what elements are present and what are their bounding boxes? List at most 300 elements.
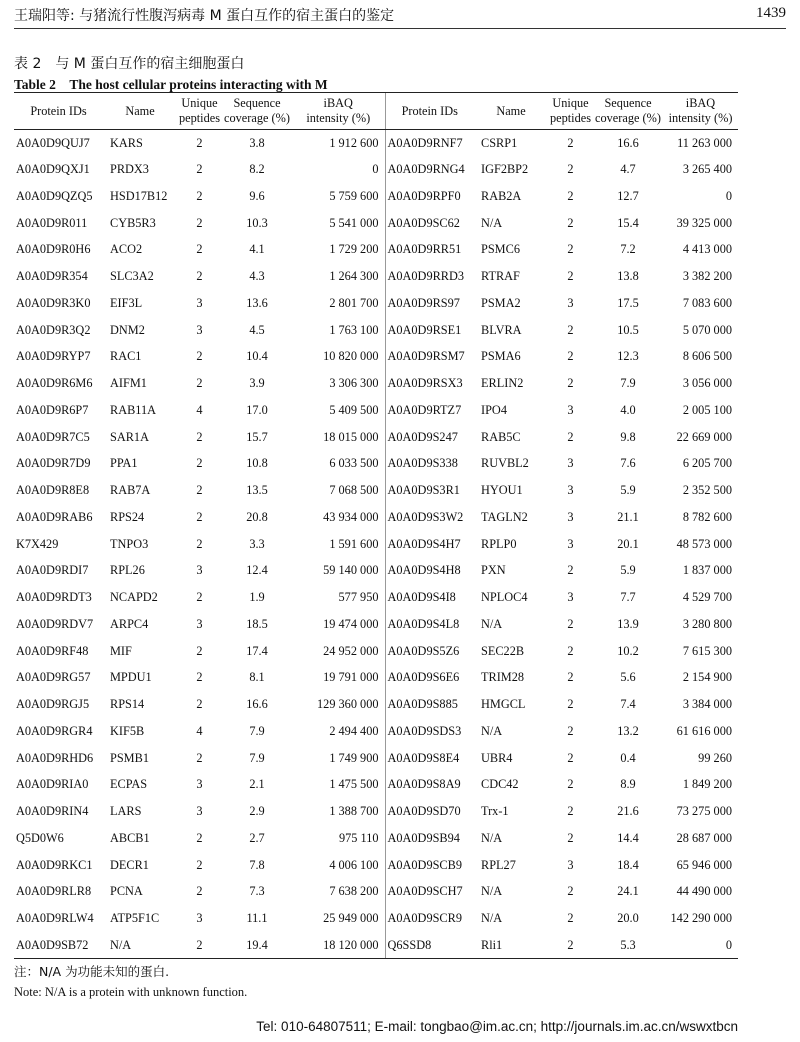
protein-id-cell: A0A0D9RLW4 xyxy=(16,911,94,926)
ibaq-intensity-cell: 7 638 200 xyxy=(329,884,379,899)
ibaq-intensity-cell: 6 205 700 xyxy=(682,456,732,471)
protein-name-cell: DNM2 xyxy=(110,322,145,337)
protein-name-cell: PSMA2 xyxy=(481,295,521,310)
unique-peptides-cell: 2 xyxy=(567,804,574,819)
ibaq-intensity-cell: 1 264 300 xyxy=(329,269,379,284)
protein-table xyxy=(14,92,738,959)
ibaq-intensity-cell: 129 360 000 xyxy=(317,697,379,712)
protein-name-cell: RUVBL2 xyxy=(481,456,529,471)
unique-peptides-cell: 2 xyxy=(567,777,574,792)
protein-name-cell: RTRAF xyxy=(481,269,520,284)
unique-peptides-cell: 2 xyxy=(177,932,222,959)
protein-name-cell: MPDU1 xyxy=(110,670,152,685)
unique-peptides-cell: 2 xyxy=(567,697,574,712)
protein-name-cell: LARS xyxy=(110,804,142,819)
sequence-coverage-cell: 7.8 xyxy=(249,857,265,872)
unique-peptides-cell: 3 xyxy=(567,590,574,605)
protein-name-cell: TAGLN2 xyxy=(481,509,528,524)
sequence-coverage-cell: 7.3 xyxy=(249,884,265,899)
table-row xyxy=(14,745,738,772)
sequence-coverage-cell: 4.5 xyxy=(249,322,265,337)
protein-id-cell: A0A0D9RDV7 xyxy=(16,616,94,631)
protein-id-cell: A0A0D9RR51 xyxy=(385,237,474,264)
ibaq-intensity-cell: 5 541 000 xyxy=(329,215,379,230)
protein-id-cell: A0A0D9RKC1 xyxy=(16,857,93,872)
table-row xyxy=(14,370,738,397)
protein-id-cell: A0A0D9QUJ7 xyxy=(16,135,90,150)
ibaq-intensity-cell: 43 934 000 xyxy=(323,509,379,524)
table-row xyxy=(14,130,738,157)
protein-id-cell: A0A0D9SB72 xyxy=(14,932,103,959)
table-row xyxy=(14,611,738,638)
table-row xyxy=(14,451,738,478)
table-row xyxy=(14,558,738,585)
unique-peptides-cell: 2 xyxy=(196,483,203,498)
table-row xyxy=(14,691,738,718)
sequence-coverage-cell: 17.0 xyxy=(246,402,268,417)
protein-name-cell: PPA1 xyxy=(110,456,138,471)
ibaq-intensity-cell: 2 154 900 xyxy=(682,670,732,685)
table-caption-zh: 表 2 与 M 蛋白互作的宿主细胞蛋白 xyxy=(14,56,245,72)
ibaq-intensity-cell: 44 490 000 xyxy=(676,884,732,899)
unique-peptides-cell: 2 xyxy=(196,697,203,712)
ibaq-intensity-cell: 0 xyxy=(725,188,732,203)
protein-id-cell: A0A0D9SD70 xyxy=(385,798,474,825)
unique-peptides-cell: 2 xyxy=(196,456,203,471)
table-row xyxy=(14,156,738,183)
ibaq-intensity-cell: 24 952 000 xyxy=(323,643,379,658)
protein-id-cell: A0A0D9S885 xyxy=(385,691,474,718)
unique-peptides-cell: 3 xyxy=(196,804,203,819)
unique-peptides-cell: 2 xyxy=(567,162,574,177)
ibaq-intensity-cell: 3 280 800 xyxy=(682,616,732,631)
ibaq-intensity-cell: 1 388 700 xyxy=(329,804,379,819)
sequence-coverage-cell: 5.9 xyxy=(620,483,636,498)
unique-peptides-cell: 2 xyxy=(196,536,203,551)
sequence-coverage-cell: 10.4 xyxy=(246,349,268,364)
protein-id-cell: A0A0D9SB94 xyxy=(385,825,474,852)
sequence-coverage-cell: 10.5 xyxy=(617,322,639,337)
protein-name-cell: CDC42 xyxy=(481,777,519,792)
contact-footer: Tel: 010-64807511; E-mail: tongbao@im.ac.cn; http://journals.im.ac.cn/wswxtbcn xyxy=(256,1019,738,1034)
protein-id-cell: A0A0D9R8E8 xyxy=(16,483,90,498)
protein-id-cell: A0A0D9R7C5 xyxy=(16,429,90,444)
sequence-coverage-cell: 13.2 xyxy=(617,723,639,738)
ibaq-intensity-cell: 22 669 000 xyxy=(676,429,732,444)
sequence-coverage-cell: 13.5 xyxy=(246,483,268,498)
ibaq-intensity-cell: 2 801 700 xyxy=(329,295,379,310)
unique-peptides-cell: 2 xyxy=(567,322,574,337)
ibaq-intensity-cell: 65 946 000 xyxy=(676,857,732,872)
protein-id-cell: A0A0D9RIA0 xyxy=(16,777,89,792)
ibaq-intensity-cell: 25 949 000 xyxy=(323,911,379,926)
protein-name-cell: NPLOC4 xyxy=(481,590,528,605)
sequence-coverage-cell: 7.2 xyxy=(620,242,636,257)
protein-id-cell: A0A0D9S4I8 xyxy=(385,584,474,611)
sequence-coverage-cell: 7.7 xyxy=(620,590,636,605)
sequence-coverage-cell: 7.9 xyxy=(249,723,265,738)
protein-name-cell: N/A xyxy=(481,830,503,845)
col-ibaq-intensity: iBAQ intensity (%) xyxy=(292,93,385,130)
protein-name-cell: RAB7A xyxy=(110,483,151,498)
table-row xyxy=(14,183,738,210)
table-row xyxy=(14,210,738,237)
unique-peptides-cell: 2 xyxy=(196,188,203,203)
ibaq-intensity-cell: 18 015 000 xyxy=(323,429,379,444)
unique-peptides-cell: 3 xyxy=(196,777,203,792)
table-row xyxy=(14,772,738,799)
col-unique-peptides: Unique peptides xyxy=(548,93,593,130)
ibaq-intensity-cell: 142 290 000 xyxy=(670,911,732,926)
unique-peptides-cell: 2 xyxy=(196,857,203,872)
col-sequence-coverage: Sequence coverage (%) xyxy=(222,93,292,130)
protein-name-cell: AIFM1 xyxy=(110,376,147,391)
unique-peptides-cell: 2 xyxy=(196,376,203,391)
table-row xyxy=(14,477,738,504)
protein-name-cell: BLVRA xyxy=(481,322,522,337)
ibaq-intensity-cell: 1 475 500 xyxy=(329,777,379,792)
protein-name-cell: RPL27 xyxy=(481,857,516,872)
protein-name-cell: N/A xyxy=(481,723,503,738)
sequence-coverage-cell: 24.1 xyxy=(617,884,639,899)
col-protein-id: Protein IDs xyxy=(14,93,103,130)
sequence-coverage-cell: 3.8 xyxy=(249,135,265,150)
protein-name-cell: Rli1 xyxy=(474,932,548,959)
table-row xyxy=(14,665,738,692)
ibaq-intensity-cell: 19 474 000 xyxy=(323,616,379,631)
protein-id-cell: A0A0D9RS97 xyxy=(385,290,474,317)
unique-peptides-cell: 2 xyxy=(196,215,203,230)
sequence-coverage-cell: 5.9 xyxy=(620,563,636,578)
protein-id-cell: A0A0D9R7D9 xyxy=(16,456,91,471)
table-row xyxy=(14,905,738,932)
ibaq-intensity-cell: 4 006 100 xyxy=(329,857,379,872)
unique-peptides-cell: 2 xyxy=(567,376,574,391)
sequence-coverage-cell: 7.9 xyxy=(249,750,265,765)
unique-peptides-cell: 2 xyxy=(548,932,593,959)
protein-id-cell: A0A0D9SCB9 xyxy=(385,852,474,879)
protein-name-cell: HYOU1 xyxy=(481,483,523,498)
sequence-coverage-cell: 4.3 xyxy=(249,269,265,284)
sequence-coverage-cell: 21.6 xyxy=(617,804,639,819)
table-row xyxy=(14,718,738,745)
sequence-coverage-cell: 4.0 xyxy=(620,402,636,417)
ibaq-intensity-cell: 1 763 100 xyxy=(329,322,379,337)
protein-name-cell: N/A xyxy=(481,884,503,899)
protein-name-cell: PSMA6 xyxy=(481,349,521,364)
unique-peptides-cell: 2 xyxy=(567,269,574,284)
sequence-coverage-cell: 20.0 xyxy=(617,911,639,926)
table-row xyxy=(14,879,738,906)
protein-name-cell: ATP5F1C xyxy=(110,911,160,926)
unique-peptides-cell: 2 xyxy=(567,429,574,444)
sequence-coverage-cell: 18.5 xyxy=(246,616,268,631)
protein-name-cell: ARPC4 xyxy=(110,616,149,631)
unique-peptides-cell: 2 xyxy=(567,215,574,230)
protein-name-cell: N/A xyxy=(481,911,503,926)
table-row xyxy=(14,531,738,558)
protein-name-cell: MIF xyxy=(110,643,132,658)
unique-peptides-cell: 2 xyxy=(567,884,574,899)
ibaq-intensity-cell: 18 120 000 xyxy=(292,932,385,959)
unique-peptides-cell: 2 xyxy=(567,242,574,257)
ibaq-intensity-cell: 5 409 500 xyxy=(329,402,379,417)
protein-id-cell: A0A0D9RDT3 xyxy=(16,590,92,605)
ibaq-intensity-cell: 3 056 000 xyxy=(682,376,732,391)
protein-name-cell: PSMC6 xyxy=(481,242,520,257)
protein-id-cell: A0A0D9RNG4 xyxy=(385,156,474,183)
unique-peptides-cell: 3 xyxy=(567,402,574,417)
sequence-coverage-cell: 20.8 xyxy=(246,509,268,524)
unique-peptides-cell: 2 xyxy=(567,643,574,658)
protein-id-cell: A0A0D9R0H6 xyxy=(16,242,91,257)
sequence-coverage-cell: 8.1 xyxy=(249,670,265,685)
sequence-coverage-cell: 3.3 xyxy=(249,536,265,551)
sequence-coverage-cell: 7.9 xyxy=(620,376,636,391)
sequence-coverage-cell: 13.6 xyxy=(246,295,268,310)
ibaq-intensity-cell: 19 791 000 xyxy=(323,670,379,685)
protein-name-cell: CSRP1 xyxy=(481,135,518,150)
ibaq-intensity-cell: 1 849 200 xyxy=(682,777,732,792)
table-row xyxy=(14,237,738,264)
running-header xyxy=(14,4,786,29)
sequence-coverage-cell: 7.4 xyxy=(620,697,636,712)
protein-id-cell: A0A0D9S4H7 xyxy=(385,531,474,558)
ibaq-intensity-cell: 48 573 000 xyxy=(676,536,732,551)
table-note-en: Note: N/A is a protein with unknown function. xyxy=(14,985,248,999)
sequence-coverage-cell: 12.3 xyxy=(617,349,639,364)
protein-id-cell: A0A0D9RYP7 xyxy=(16,349,91,364)
protein-name-cell: HSD17B12 xyxy=(110,188,168,203)
ibaq-intensity-cell: 99 260 xyxy=(698,750,732,765)
unique-peptides-cell: 2 xyxy=(567,670,574,685)
ibaq-intensity-cell: 0 xyxy=(372,162,379,177)
protein-id-cell: A0A0D9R354 xyxy=(16,269,88,284)
unique-peptides-cell: 2 xyxy=(196,509,203,524)
unique-peptides-cell: 2 xyxy=(196,135,203,150)
col-sequence-coverage: Sequence coverage (%) xyxy=(593,93,663,130)
table-body xyxy=(14,130,738,959)
sequence-coverage-cell: 12.4 xyxy=(246,563,268,578)
unique-peptides-cell: 2 xyxy=(567,911,574,926)
sequence-coverage-cell: 9.6 xyxy=(249,188,265,203)
protein-name-cell: ABCB1 xyxy=(110,830,150,845)
unique-peptides-cell: 2 xyxy=(196,884,203,899)
sequence-coverage-cell: 3.9 xyxy=(249,376,265,391)
sequence-coverage-cell: 14.4 xyxy=(617,830,639,845)
ibaq-intensity-cell: 61 616 000 xyxy=(676,723,732,738)
sequence-coverage-cell: 10.3 xyxy=(246,215,268,230)
protein-id-cell: A0A0D9RGR4 xyxy=(16,723,93,738)
sequence-coverage-cell: 17.4 xyxy=(246,643,268,658)
unique-peptides-cell: 2 xyxy=(567,750,574,765)
table-row xyxy=(14,638,738,665)
ibaq-intensity-cell: 975 110 xyxy=(338,830,379,845)
protein-id-cell: Q5D0W6 xyxy=(16,830,64,845)
protein-name-cell: RAB5C xyxy=(481,429,521,444)
protein-id-cell: A0A0D9QXJ1 xyxy=(16,162,90,177)
protein-name-cell: SEC22B xyxy=(481,643,525,658)
protein-id-cell: A0A0D9RSE1 xyxy=(385,317,474,344)
sequence-coverage-cell: 15.4 xyxy=(617,215,639,230)
protein-table-wrapper xyxy=(14,92,738,959)
unique-peptides-cell: 2 xyxy=(567,349,574,364)
protein-id-cell: A0A0D9QZQ5 xyxy=(16,188,93,203)
protein-id-cell: A0A0D9SCR9 xyxy=(385,905,474,932)
protein-name-cell: TRIM28 xyxy=(481,670,525,685)
protein-id-cell: A0A0D9S8E4 xyxy=(385,745,474,772)
table-row xyxy=(14,825,738,852)
ibaq-intensity-cell: 4 413 000 xyxy=(682,242,732,257)
table-row xyxy=(14,317,738,344)
protein-name-cell: NCAPD2 xyxy=(110,590,158,605)
protein-name-cell: N/A xyxy=(481,616,503,631)
unique-peptides-cell: 3 xyxy=(567,509,574,524)
protein-name-cell: N/A xyxy=(103,932,177,959)
protein-id-cell: A0A0D9RF48 xyxy=(16,643,89,658)
ibaq-intensity-cell: 6 033 500 xyxy=(329,456,379,471)
sequence-coverage-cell: 18.4 xyxy=(617,857,639,872)
unique-peptides-cell: 3 xyxy=(196,563,203,578)
protein-id-cell: A0A0D9RSM7 xyxy=(385,344,474,371)
ibaq-intensity-cell: 1 749 900 xyxy=(329,750,379,765)
ibaq-intensity-cell: 4 529 700 xyxy=(682,590,732,605)
table-row xyxy=(14,290,738,317)
protein-id-cell: A0A0D9RTZ7 xyxy=(385,397,474,424)
table-note-zh: 注：N/A 为功能未知的蛋白. xyxy=(14,964,170,979)
protein-name-cell: PRDX3 xyxy=(110,162,149,177)
ibaq-intensity-cell: 5 759 600 xyxy=(329,188,379,203)
unique-peptides-cell: 2 xyxy=(567,616,574,631)
protein-id-cell: Q6SSD8 xyxy=(385,932,474,959)
protein-id-cell: A0A0D9S5Z6 xyxy=(385,638,474,665)
col-unique-peptides: Unique peptides xyxy=(177,93,222,130)
ibaq-intensity-cell: 577 950 xyxy=(338,590,379,605)
protein-id-cell: A0A0D9SC62 xyxy=(385,210,474,237)
protein-id-cell: A0A0D9SDS3 xyxy=(385,718,474,745)
table-caption-en: Table 2 The host cellular proteins interacting with M xyxy=(14,77,328,92)
protein-id-cell: A0A0D9R3K0 xyxy=(16,295,91,310)
ibaq-intensity-cell: 8 782 600 xyxy=(682,509,732,524)
unique-peptides-cell: 2 xyxy=(196,643,203,658)
sequence-coverage-cell: 16.6 xyxy=(617,135,639,150)
ibaq-intensity-cell: 7 083 600 xyxy=(682,295,732,310)
ibaq-intensity-cell: 8 606 500 xyxy=(682,349,732,364)
sequence-coverage-cell: 17.5 xyxy=(617,295,639,310)
unique-peptides-cell: 3 xyxy=(196,322,203,337)
protein-name-cell: IPO4 xyxy=(481,402,507,417)
sequence-coverage-cell: 10.8 xyxy=(246,456,268,471)
protein-id-cell: A0A0D9RGJ5 xyxy=(16,697,90,712)
protein-name-cell: DECR1 xyxy=(110,857,149,872)
ibaq-intensity-cell: 11 263 000 xyxy=(677,135,732,150)
protein-id-cell: A0A0D9RSX3 xyxy=(385,370,474,397)
unique-peptides-cell: 3 xyxy=(196,911,203,926)
unique-peptides-cell: 2 xyxy=(196,670,203,685)
ibaq-intensity-cell: 5 070 000 xyxy=(682,322,732,337)
sequence-coverage-cell: 20.1 xyxy=(617,536,639,551)
ibaq-intensity-cell: 10 820 000 xyxy=(323,349,379,364)
unique-peptides-cell: 2 xyxy=(196,269,203,284)
unique-peptides-cell: 2 xyxy=(567,188,574,203)
protein-name-cell: ACO2 xyxy=(110,242,143,257)
protein-id-cell: A0A0D9RLR8 xyxy=(16,884,92,899)
table-row xyxy=(14,584,738,611)
unique-peptides-cell: 2 xyxy=(567,723,574,738)
protein-name-cell: RPS24 xyxy=(110,509,145,524)
page-number: 1439 xyxy=(756,5,786,21)
protein-id-cell: A0A0D9R6P7 xyxy=(16,402,89,417)
protein-id-cell: A0A0D9RPF0 xyxy=(385,183,474,210)
protein-name-cell: KIF5B xyxy=(110,723,145,738)
protein-id-cell: A0A0D9RIN4 xyxy=(16,804,89,819)
protein-name-cell: PSMB1 xyxy=(110,750,149,765)
unique-peptides-cell: 2 xyxy=(196,242,203,257)
protein-id-cell: A0A0D9SCH7 xyxy=(385,879,474,906)
sequence-coverage-cell: 15.7 xyxy=(246,429,268,444)
ibaq-intensity-cell: 3 265 400 xyxy=(682,162,732,177)
table-row xyxy=(14,397,738,424)
ibaq-intensity-cell: 7 615 300 xyxy=(682,643,732,658)
sequence-coverage-cell: 21.1 xyxy=(617,509,639,524)
protein-id-cell: A0A0D9RHD6 xyxy=(16,750,94,765)
sequence-coverage-cell: 19.4 xyxy=(222,932,292,959)
table-row xyxy=(14,344,738,371)
protein-id-cell: A0A0D9S247 xyxy=(385,424,474,451)
unique-peptides-cell: 2 xyxy=(196,429,203,444)
ibaq-intensity-cell: 2 005 100 xyxy=(682,402,732,417)
table-row xyxy=(14,798,738,825)
table-row xyxy=(14,932,738,959)
col-name: Name xyxy=(103,93,177,130)
protein-name-cell: ECPAS xyxy=(110,777,148,792)
sequence-coverage-cell: 9.8 xyxy=(620,429,636,444)
unique-peptides-cell: 2 xyxy=(196,162,203,177)
protein-id-cell: A0A0D9S4L8 xyxy=(385,611,474,638)
protein-id-cell: A0A0D9S6E6 xyxy=(385,665,474,692)
sequence-coverage-cell: 0.4 xyxy=(620,750,636,765)
protein-name-cell: HMGCL xyxy=(481,697,526,712)
ibaq-intensity-cell: 73 275 000 xyxy=(676,804,732,819)
protein-name-cell: RAC1 xyxy=(110,349,142,364)
protein-name-cell: PCNA xyxy=(110,884,143,899)
ibaq-intensity-cell: 1 837 000 xyxy=(682,563,732,578)
protein-name-cell: Trx-1 xyxy=(481,804,509,819)
unique-peptides-cell: 3 xyxy=(196,616,203,631)
sequence-coverage-cell: 11.1 xyxy=(246,911,268,926)
protein-id-cell: A0A0D9S3R1 xyxy=(385,477,474,504)
ibaq-intensity-cell: 1 912 600 xyxy=(329,135,379,150)
unique-peptides-cell: 3 xyxy=(567,536,574,551)
unique-peptides-cell: 2 xyxy=(567,135,574,150)
sequence-coverage-cell: 2.7 xyxy=(249,830,265,845)
protein-id-cell: A0A0D9RNF7 xyxy=(385,130,474,157)
unique-peptides-cell: 3 xyxy=(196,295,203,310)
col-protein-id: Protein IDs xyxy=(385,93,474,130)
table-row xyxy=(14,263,738,290)
running-title: 王瑞阳等: 与猪流行性腹泻病毒 M 蛋白互作的宿主蛋白的鉴定 xyxy=(14,8,395,24)
ibaq-intensity-cell: 2 494 400 xyxy=(329,723,379,738)
ibaq-intensity-cell: 3 382 200 xyxy=(682,269,732,284)
sequence-coverage-cell: 7.6 xyxy=(620,456,636,471)
sequence-coverage-cell: 4.7 xyxy=(620,162,636,177)
ibaq-intensity-cell: 7 068 500 xyxy=(329,483,379,498)
unique-peptides-cell: 3 xyxy=(567,483,574,498)
sequence-coverage-cell: 10.2 xyxy=(617,643,639,658)
ibaq-intensity-cell: 39 325 000 xyxy=(676,215,732,230)
unique-peptides-cell: 2 xyxy=(567,563,574,578)
ibaq-intensity-cell: 3 306 300 xyxy=(329,376,379,391)
